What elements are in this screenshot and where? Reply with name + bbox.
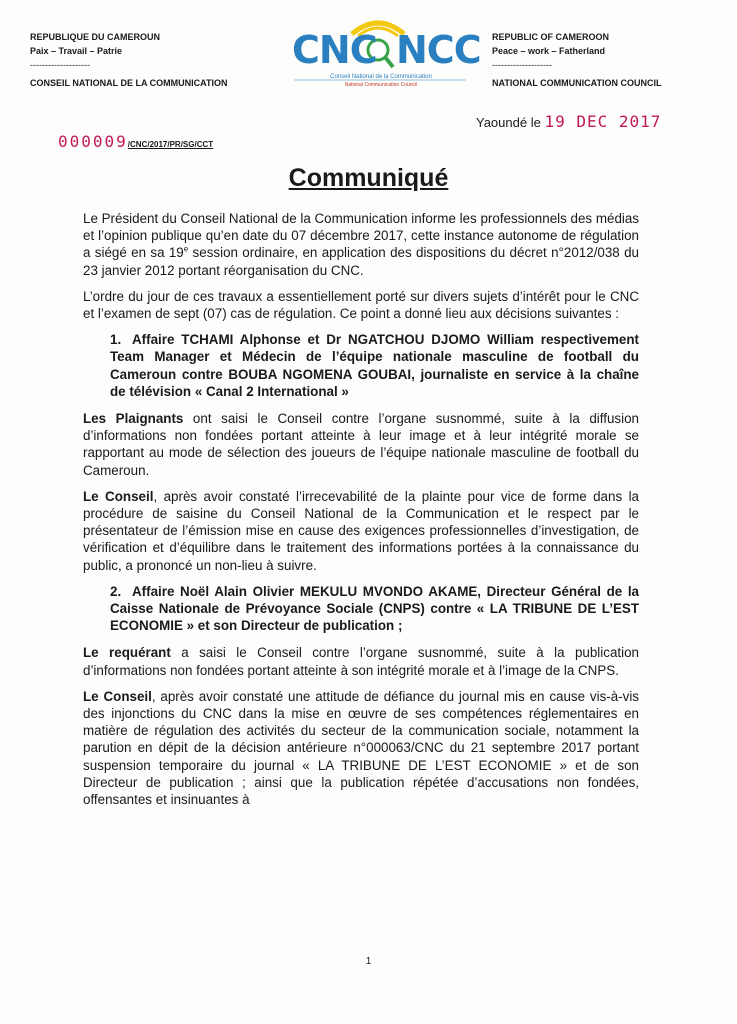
republic-fr: REPUBLIQUE DU CAMEROUN [30,32,161,42]
paragraph-council-1: Le Conseil, après avoir constaté l’irrecevabilité de la plainte pour vice de forme dans la procédure de saisine du Conseil National de la Communication et le respect par le présentateur de l’émission mise en cause des exigences professionnelles d’investigation, de vérification et d’équilibre dans le traitement des informations portées à la connaissance du public, a prononcé un non-lieu à suivre. [83,488,639,573]
document-date [476,112,661,131]
reference-code: /CNC/2017/PR/SG/CCT [127,140,214,149]
header-divider: -------------------- [30,60,90,70]
header-divider-right: -------------------- [492,60,552,70]
case-1-heading: 1. Affaire TCHAMI Alphonse et Dr NGATCHOU DJOMO William respectivement Team Manager et Médecin de l’équipe nationale masculine de football du Cameroun contre BOUBA NGOMENA GOUBAI, journaliste en service à la chaîne de télévision « Canal 2 International » [110,332,639,399]
logo-ncc-text: NCC [396,28,481,72]
page-title: Communiqué [288,164,449,192]
republic-en: REPUBLIC OF CAMEROON [492,32,609,42]
council-fr: CONSEIL NATIONAL DE LA COMMUNICATION [30,78,228,88]
paragraph-applicant: Le requérant a saisi le Conseil contre l’organe susnommé, suite à la publication d’informations non fondées portant atteinte à son intégrité morale et à l’image de la CNPS. [83,645,639,678]
logo-cnc-text: CNC [292,28,377,72]
header-right [492,30,661,90]
paragraph-plaintiffs: Les Plaignants ont saisi le Conseil contre l’organe susnommé, suite à la diffusion d’informations non fondées portant atteinte à leur image et à leur intégrité morale se rapportant au mode de sélection des joueurs de l’équipe nationale masculine de football du Cameroun. [83,411,639,478]
paragraph-intro: Le Président du Conseil National de la Communication informe les professionnels des médias et l’opinion publique qu’en date du 07 décembre 2017, cette instance autonome de régulation a siégé en sa 19e session ordinaire, en application des dispositions du décret n°2012/038 du 23 janvier 2012 portant réorganisation du CNC. [83,211,640,278]
header-left [30,30,228,90]
page-number: 1 [365,956,372,967]
cnc-logo [290,12,481,90]
date-prefix: Yaoundé le [476,115,541,130]
reference-stamp: 000009 [58,132,128,151]
motto-fr: Paix – Travail – Patrie [30,46,123,56]
reference-number [58,132,213,151]
logo-subtitle: Conseil National de la Communication [330,74,432,80]
case-2-heading: 2. Affaire Noël Alain Olivier MEKULU MVONDO AKAME, Directeur Général de la Caisse Nationale de Prévoyance Sociale (CNPS) contre « LA TRIBUNE DE L’EST ECONOMIE » et son Directeur de publication ; [110,583,639,634]
council-en: NATIONAL COMMUNICATION COUNCIL [492,78,662,88]
paragraph-council-2: Le Conseil, après avoir constaté une attitude de défiance du journal mis en cause vis-à-vis des injonctions du CNC dans la mise en œuvre de ses compétences réglementaires en matière de régulation des activités du secteur de la communication sociale, notamment la parution en dépit de la décision antérieure n°000063/CNC du 21 septembre 2017 portant suspension temporaire du journal « LA TRIBUNE DE L’EST ECONOMIE » et de son Directeur de publication ; ainsi que la publication répétée d’accusations non fondées, offensantes et insinuantes à [83,688,639,808]
logo-subtitle-en: National Communication Council [344,82,418,88]
document-body [83,210,639,817]
date-stamp: 19 DEC 2017 [544,112,662,131]
paragraph-agenda: L’ordre du jour de ces travaux a essentiellement porté sur divers sujets d’intérêt pour le CNC et l’examen de sept (07) cas de régulation. Ce point a donné lieu aux décisions suivantes : [83,288,639,322]
motto-en: Peace – work – Fatherland [492,46,606,56]
